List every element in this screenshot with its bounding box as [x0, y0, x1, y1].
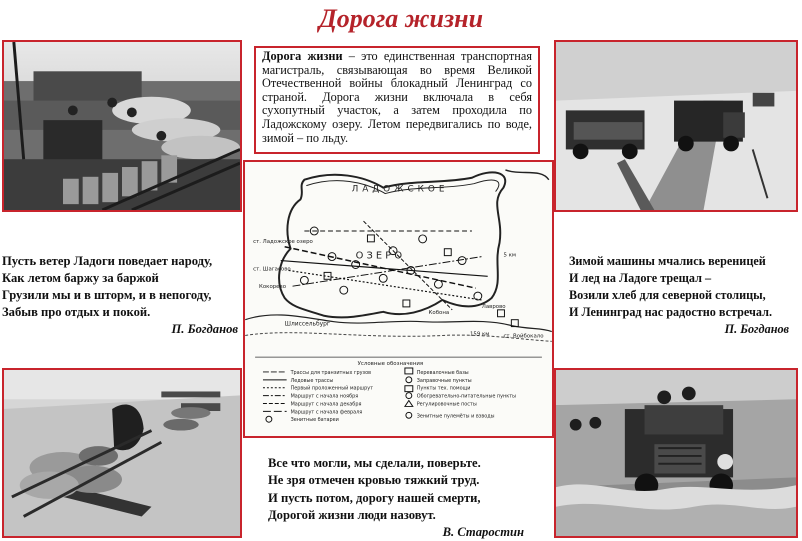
legend-right-3: Обогревательно-питательные пункты: [416, 393, 516, 400]
poem-right-line-4: И Ленинград нас радостно встречал.: [569, 305, 772, 319]
poem-right-line-3: Возили хлеб для северной столицы,: [569, 288, 766, 302]
map-place-km5: 5 км: [503, 252, 516, 259]
photo-sleds-on-ice: [2, 368, 242, 538]
road-of-life-map: [243, 160, 554, 438]
poem-bottom-line-4: Дорогой жизни люди назовут.: [268, 507, 436, 522]
photo-trucks-on-ice: [554, 40, 798, 212]
poem-bottom-line-1: Все что могли, мы сделали, поверьте.: [268, 456, 481, 470]
poem-left: [2, 253, 238, 338]
poem-bottom: [268, 455, 524, 541]
poem-right-author: П. Богданов: [724, 322, 789, 336]
legend-left-1: Ледовые трассы: [290, 377, 334, 384]
legend-right-5: Зенитные пулемёты и взводы: [416, 413, 495, 420]
map-place-shagasovo: ст. Шагасово: [253, 266, 291, 273]
intro-text: [254, 46, 540, 154]
route-line-3: [281, 261, 488, 277]
legend-right-labels: [417, 370, 516, 419]
legend-right-swatches: [405, 368, 413, 418]
map-place-ladozhskoe: ст. Ладожское озеро: [253, 238, 313, 245]
legend-right-2: Пункты тех. помощи: [416, 385, 471, 392]
poem-right: [569, 253, 789, 338]
photo-barge-unloading: [2, 40, 242, 212]
map-lake-label: ЛАДОЖСКОЕ: [351, 184, 449, 195]
legend-right-1: Заправочные пункты: [416, 377, 472, 384]
poem-left-line-4: Забыв про отдых и покой.: [2, 305, 151, 319]
map-place-shlisselburg: Шлиссельбург: [284, 321, 330, 328]
poem-left-line-1: Пусть ветер Ладоги поведает народу,: [2, 254, 213, 268]
legend-left-swatches: [263, 372, 287, 422]
map-lake-label-2: О З Е Р О: [355, 250, 403, 262]
legend-right-0: Перевалочные базы: [416, 369, 469, 376]
map-place-voybokalo: ст. Войбокало: [503, 333, 544, 340]
poem-right-line-2: И лед на Ладоге трещал –: [569, 271, 712, 285]
route-line-5: [364, 221, 453, 310]
page-title: Дорога жизни: [318, 4, 484, 33]
legend-left-0: Трассы для транзитных грузов: [290, 369, 372, 376]
poem-right-line-1: Зимой машины мчались вереницей: [569, 254, 766, 268]
legend-title: Условные обозначения: [357, 361, 424, 368]
legend-left-2: Первый проложенный маршрут: [290, 385, 374, 392]
map-place-kobona: Кобона: [428, 309, 450, 316]
poem-bottom-line-3: И пусть потом, дорогу нашей смерти,: [268, 490, 481, 505]
legend-left-3: Маршрут с начала ноября: [290, 393, 359, 400]
map-place-km159: 159 км: [469, 331, 490, 338]
legend-left-6: Зенитные батареи: [290, 417, 339, 424]
poem-bottom-line-2: Не зря отмечен кровью тяжкий труд.: [268, 473, 480, 488]
poem-left-line-3: Грузили мы и в шторм, и в непогоду,: [2, 288, 212, 302]
poem-bottom-author: В. Старостин: [442, 525, 524, 540]
map-place-lavrovo: Лаврово: [481, 303, 506, 310]
legend-right-4: Регулировочные посты: [416, 401, 477, 408]
intro-term: Дорога жизни: [262, 49, 343, 63]
poem-left-line-2: Как летом баржу за баржой: [2, 271, 159, 285]
legend-left-4: Маршрут с начала декабря: [290, 401, 362, 408]
intro-body: – это единственная транспортная магистраль, связывающая во время Великой Отечественной войны блокадный Ленинград со страной. Дорога жизни включала в себя сухопутный участок, а затем проходила по Ладожскому озеру. Летом передвигались по воде, зимой – по льду.: [262, 49, 532, 145]
map-place-kokkorevo: Кокорево: [259, 284, 287, 291]
legend-left-5: Маршрут с начала февраля: [290, 409, 363, 416]
photo-truck-through-water: [554, 368, 798, 538]
poem-left-author: П. Богданов: [171, 322, 238, 336]
legend-left-labels: [290, 370, 374, 423]
